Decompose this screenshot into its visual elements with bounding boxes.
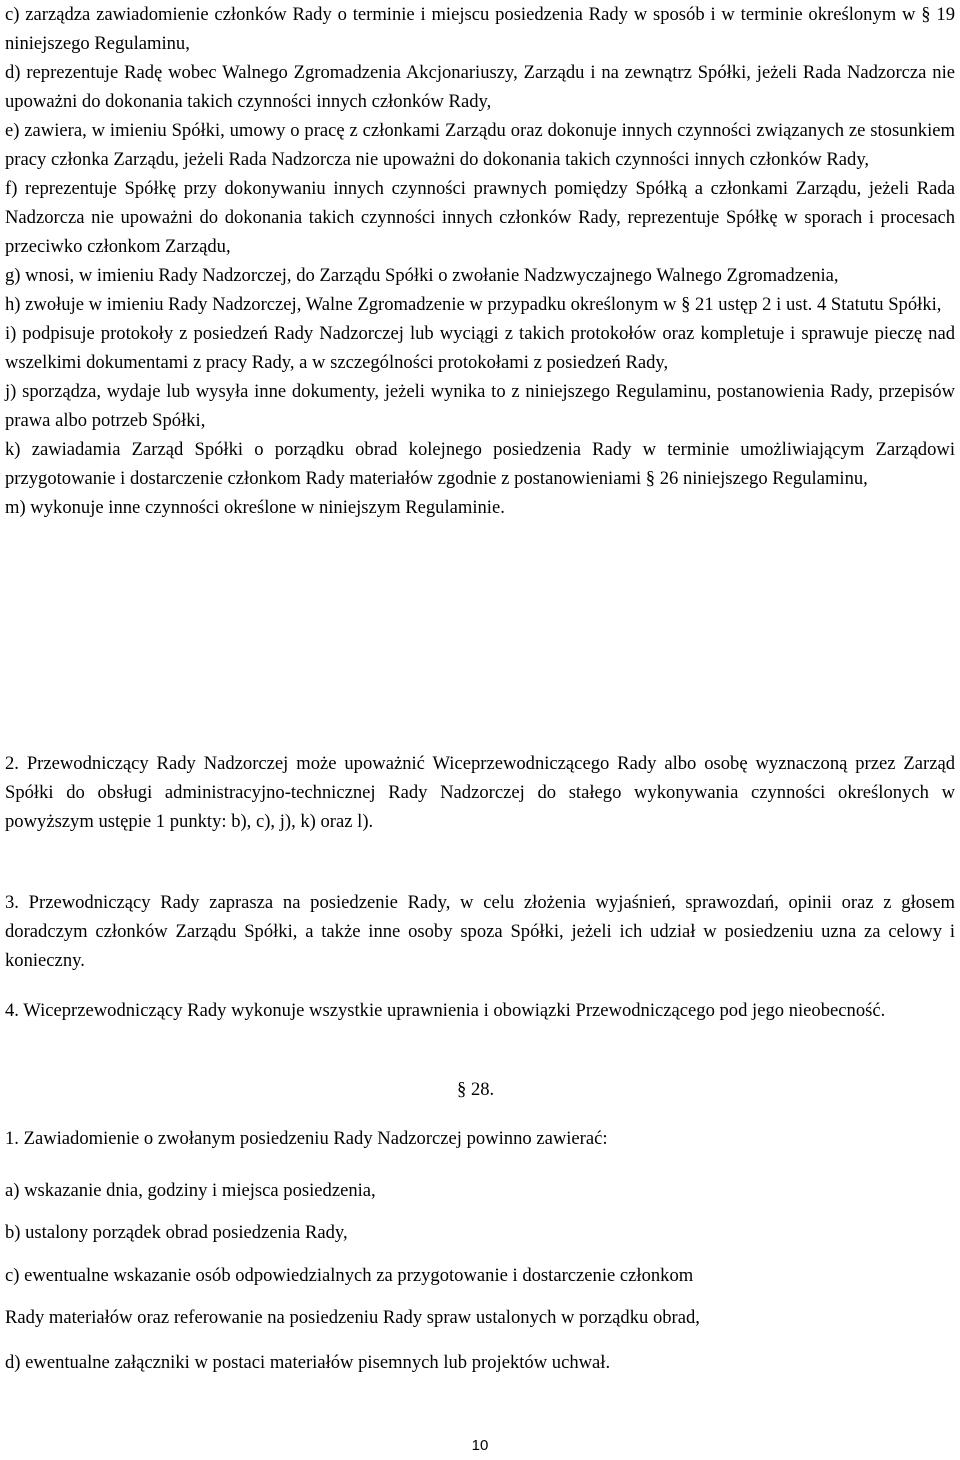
- page-number: 10: [471, 1437, 489, 1454]
- section-heading: § 28.: [457, 1079, 495, 1100]
- section-28-intro: 1. Zawiadomienie o zwołanym posiedzeniu Rady Nadzorczej powinno zawierać:: [5, 1128, 608, 1149]
- paragraph-3: [5, 888, 955, 975]
- section-28-item-c-line2: Rady materiałów oraz referowanie na posiedzeniu Rady spraw ustalonych w porządku obrad,: [5, 1307, 700, 1328]
- list-item-c: c) zarządza zawiadomienie członków Rady o terminie i miejscu posiedzenia Rady w sposób i w terminie określonym w § 19 niniejszego Regulaminu,: [5, 4, 955, 54]
- section-28-item-d: d) ewentualne załączniki w postaci materiałów pisemnych lub projektów uchwał.: [5, 1352, 611, 1373]
- paragraph-2-text: 2. Przewodniczący Rady Nadzorczej może upoważnić Wiceprzewodniczącego Rady albo osobę wyznaczoną przez Zarząd Spółki do obsługi administracyjno-technicznej Rady Nadzorczej do stałego wykonywania czynności określonych w powyższym ustępie 1 punkty: b), c), j), k) oraz l).: [5, 753, 955, 832]
- paragraph-3-text: 3. Przewodniczący Rady zaprasza na posiedzenie Rady, w celu złożenia wyjaśnień, sprawozdań, opinii oraz z głosem doradczym członków Zarządu Spółki, a także inne osoby spoza Spółki, jeżeli ich udział w posiedzeniu uzna za celowy i konieczny.: [5, 892, 955, 971]
- list-item-f: f) reprezentuje Spółkę przy dokonywaniu innych czynności prawnych pomiędzy Spółką a członkami Zarządu, jeżeli Rada Nadzorcza nie upoważni do dokonania takich czynności innych członków Rady, reprezentuje Spółkę w sporach i procesach przeciwko członkom Zarządu,: [5, 178, 955, 257]
- list-item-j: j) sporządza, wydaje lub wysyła inne dokumenty, jeżeli wynika to z niniejszego Regulaminu, postanowienia Rady, przepisów prawa albo potrzeb Spółki,: [5, 381, 955, 431]
- list-item-h: h) zwołuje w imieniu Rady Nadzorczej, Walne Zgromadzenie w przypadku określonym w § 21 ustęp 2 i ust. 4 Statutu Spółki,: [5, 294, 942, 315]
- chairman-duties-list: [5, 0, 955, 522]
- list-item-e: e) zawiera, w imieniu Spółki, umowy o pracę z członkami Zarządu oraz dokonuje innych czynności związanych ze stosunkiem pracy członka Zarządu, jeżeli Rada Nadzorcza nie upoważni do dokonania takich czynności innych członków Rady,: [5, 120, 955, 170]
- list-item-g: g) wnosi, w imieniu Rady Nadzorczej, do Zarządu Spółki o zwołanie Nadzwyczajnego Walnego Zgromadzenia,: [5, 265, 839, 286]
- list-item-i: i) podpisuje protokoły z posiedzeń Rady Nadzorczej lub wyciągi z takich protokołów oraz kompletuje i sprawuje pieczę nad wszelkimi dokumentami z pracy Rady, a w szczególności protokołami z posiedzeń Rady,: [5, 323, 955, 373]
- paragraph-4: [5, 996, 955, 1025]
- paragraph-2: [5, 749, 955, 836]
- list-item-m: m) wykonuje inne czynności określone w niniejszym Regulaminie.: [5, 497, 505, 518]
- section-28-item-b: b) ustalony porządek obrad posiedzenia Rady,: [5, 1222, 348, 1243]
- list-item-d: d) reprezentuje Radę wobec Walnego Zgromadzenia Akcjonariuszy, Zarządu i na zewnątrz Spółki, jeżeli Rada Nadzorcza nie upoważni do dokonania takich czynności innych członków Rady,: [5, 62, 955, 112]
- section-28-item-a: a) wskazanie dnia, godziny i miejsca posiedzenia,: [5, 1180, 376, 1201]
- paragraph-4-text: 4. Wiceprzewodniczący Rady wykonuje wszystkie uprawnienia i obowiązki Przewodniczącego pod jego nieobecność.: [5, 1000, 886, 1021]
- section-28-item-c-line1: c) ewentualne wskazanie osób odpowiedzialnych za przygotowanie i dostarczenie członkom: [5, 1265, 694, 1286]
- list-item-k: k) zawiadamia Zarząd Spółki o porządku obrad kolejnego posiedzenia Rady w terminie umożliwiającym Zarządowi przygotowanie i dostarczenie członkom Rady materiałów zgodnie z postanowieniami § 26 niniejszego Regulaminu,: [5, 439, 955, 489]
